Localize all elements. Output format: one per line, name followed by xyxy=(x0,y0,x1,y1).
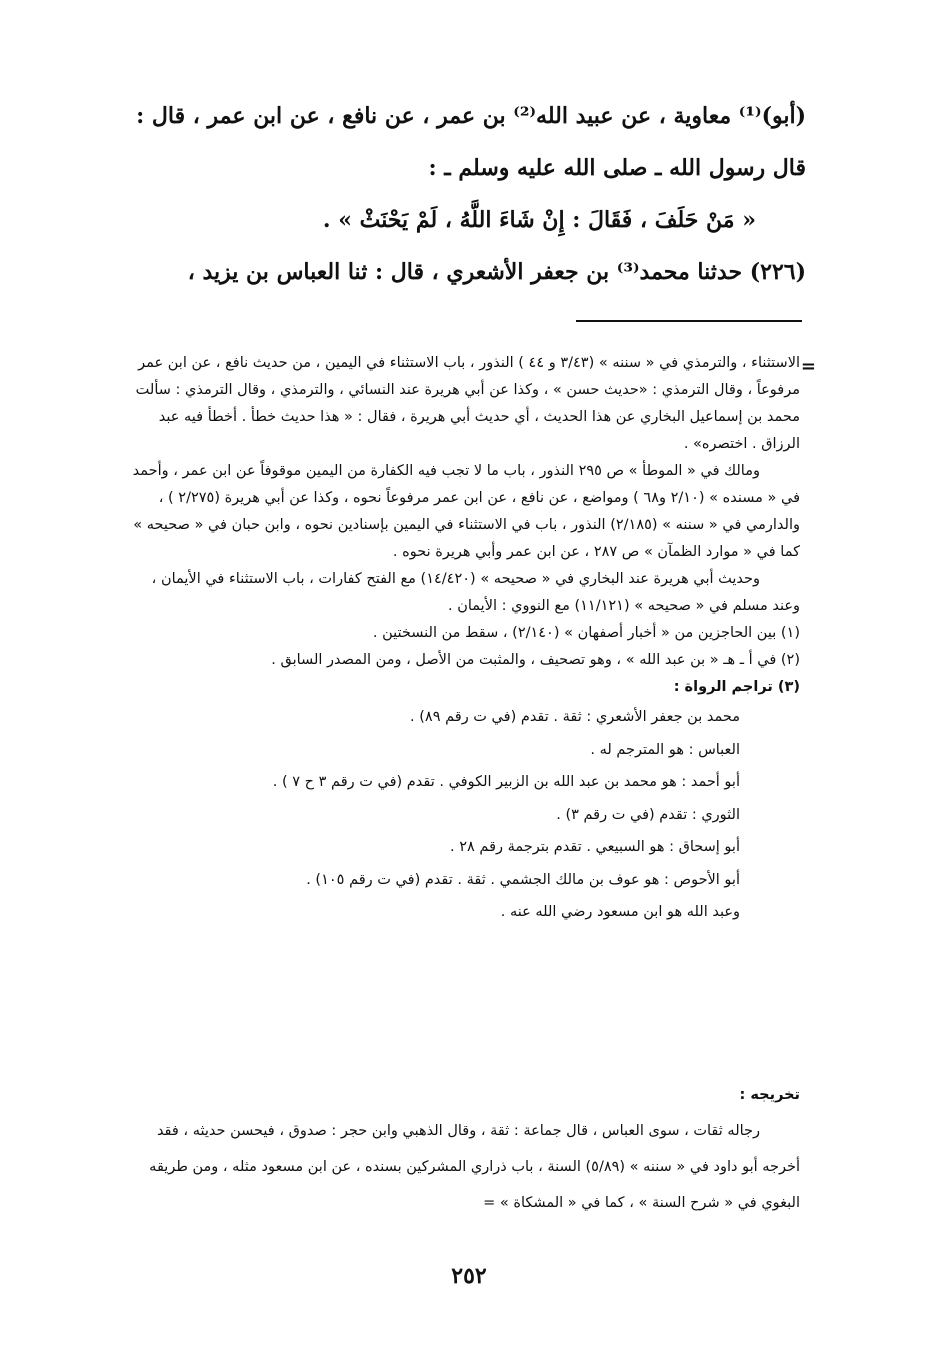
footnote-2: (٢) في أ ـ هـ « بن عبد الله » ، وهو تصحيف ، والمثبت من الأصل ، ومن المصدر السابق . xyxy=(271,652,800,668)
takhrij-section xyxy=(128,1077,800,1221)
narrator-item: محمد بن جعفر الأشعري : ثقة . تقدم (في ت رقم ٨٩) . xyxy=(410,709,740,725)
narrators-list xyxy=(128,701,800,929)
narrator-item: أبو الأحوص : هو عوف بن مالك الجشمي . ثقة . تقدم (في ت رقم ١٠٥) . xyxy=(306,871,740,888)
narrator-item: أبو أحمد : هو محمد بن عبد الله بن الزبير الكوفي . تقدم (في ت رقم ٣ ح ٧ ) . xyxy=(272,774,740,790)
footnotes xyxy=(128,350,800,929)
takhrij-text: رجاله ثقات ، سوى العباس ، قال جماعة : ثقة ، وقال الذهبي وابن حجر : صدوق ، فيحسن حديثه ، فقد أخرجه أبو داود في « سننه » (٥/٨٩) السنة ، باب ذراري المشركين بسنده ، عن ابن مسعود مثله ، ومن طريقه البغوي في « شرح السنة » ، كما في « المشكاة » = xyxy=(149,1123,800,1211)
footnote-continued-p3: وحديث أبي هريرة عند البخاري في « صحيحه » (١٤/٤٢٠) مع الفتح كفارات ، باب الاستثناء في الأيمان ، وعند مسلم في « صحيحه » (١١/١٢١) مع النووي : الأيمان . xyxy=(151,571,800,614)
narrator-item: أبو إسحاق : هو السبيعي . تقدم بترجمة رقم ٢٨ . xyxy=(450,839,740,855)
footnote-divider xyxy=(576,320,802,322)
main-text xyxy=(106,90,806,298)
main-line-4: (٢٢٦) حدثنا محمد⁽³⁾ بن جعفر الأشعري ، قال : ثنا العباس بن يزيد ، xyxy=(187,259,806,285)
main-line-1: (أبو)⁽¹⁾ معاوية ، عن عبيد الله⁽²⁾ بن عمر ، عن نافع ، عن ابن عمر ، قال : xyxy=(136,103,806,129)
continuation-mark-top: = xyxy=(800,356,816,377)
footnote-continued-p1: الاستثناء ، والترمذي في « سننه » (٣/٤٣ و ٤٤ ) النذور ، باب الاستثناء في اليمين ، من حديث نافع ، عن ابن عمر مرفوعاً ، وقال الترمذي : «حديث حسن » ، وكذا عن أبي هريرة عند النسائي ، والترمذي ، وقال الترمذي : سألت محمد بن إسماعيل البخاري عن هذا الحديث ، أي حديث أبي هريرة ، فقال : « هذا حديث خطأ . أخطأ فيه عبد الرزاق . اختصره» . xyxy=(135,355,800,452)
footnote-3-heading: (٣) تراجم الرواة : xyxy=(673,679,800,695)
narrator-item: العباس : هو المترجم له . xyxy=(590,741,740,758)
page-number: ٢٥٢ xyxy=(451,1263,487,1289)
footnote-continued-p2: ومالك في « الموطأ » ص ٢٩٥ النذور ، باب ما لا تجب فيه الكفارة من اليمين موقوفاً عن ابن عمر ، وأحمد في « مسنده » (٢/١٠ و٦٨ ) ومواضع ، عن نافع ، عن ابن عمر مرفوعاً نحوه ، وكذا عن أبي هريرة (٢/٢٧٥ ) ، والدارمي في « سننه » (٢/١٨٥) النذور ، باب في الاستثناء في اليمين بإسنادين نحوه ، وابن حبان في « صحيحه » كما في « موارد الظمآن » ص ٢٨٧ ، عن ابن عمر وأبي هريرة نحوه . xyxy=(132,463,800,560)
main-line-2: قال رسول الله ـ صلى الله عليه وسلم ـ : xyxy=(428,155,806,181)
takhrij-heading: تخريجه : xyxy=(739,1087,800,1103)
narrator-item: وعبد الله هو ابن مسعود رضي الله عنه . xyxy=(500,904,740,920)
hadith-text: « مَنْ حَلَفَ ، فَقَالَ : إِنْ شَاءَ اللَّهُ ، لَمْ يَحْنَثْ » . xyxy=(322,207,756,233)
footnote-1: (١) بين الحاجزين من « أخبار أصفهان » (٢/١٤٠) ، سقط من النسختين . xyxy=(372,625,800,641)
narrator-item: الثوري : تقدم (في ت رقم ٣) . xyxy=(556,806,740,823)
